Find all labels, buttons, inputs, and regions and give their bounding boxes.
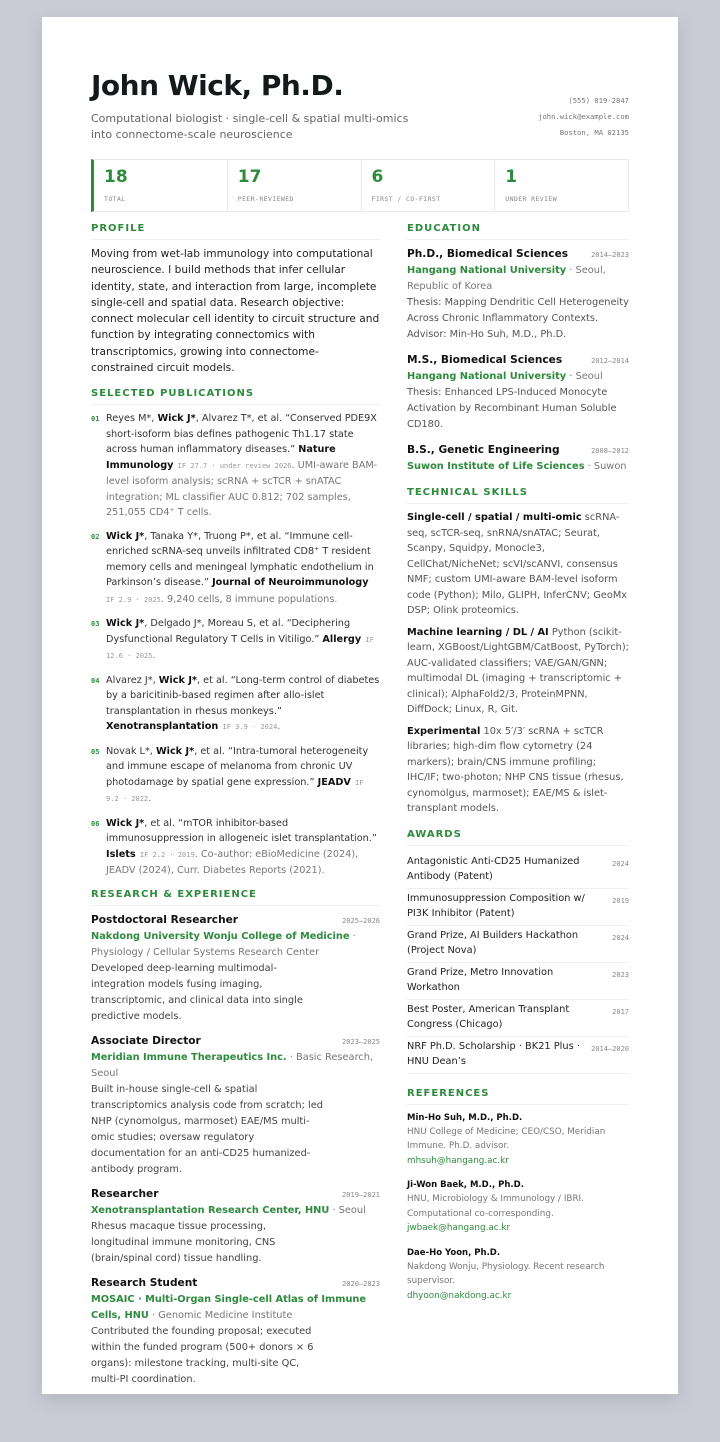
award-name: Best Poster, American Transplant Congress (Chicago) bbox=[407, 1003, 570, 1030]
pub-title: , et al. “Long-term control of diabetes by a baricitinib-based regimen after allo-islet transplantation in rhesus monkeys.” bbox=[106, 674, 380, 717]
pub-journal: Allergy bbox=[322, 633, 362, 645]
pub-meta: IF 27.7 · under review 2026 bbox=[173, 461, 292, 470]
award-year: 2024 bbox=[612, 859, 629, 868]
school-name: Hangang National University bbox=[407, 371, 567, 382]
resume-content bbox=[91, 69, 629, 1396]
school-location: · Suwon bbox=[584, 461, 627, 472]
reference-name: Dae-Ho Yoon, Ph.D. bbox=[407, 1247, 501, 1258]
award-name: Grand Prize, AI Builders Hackathon (Project Nova) bbox=[407, 929, 579, 956]
pub-authors-pre: Reyes M*, bbox=[106, 413, 158, 425]
stat-label: TOTAL bbox=[104, 195, 126, 203]
experience-item bbox=[91, 1033, 380, 1178]
school bbox=[407, 263, 629, 295]
stat-value: 18 bbox=[104, 167, 128, 187]
job-org-name: Nakdong University Wonju College of Medicine bbox=[91, 930, 350, 942]
publication-citation bbox=[106, 744, 380, 808]
publication-citation bbox=[106, 616, 380, 665]
pub-extra: . bbox=[148, 793, 152, 805]
award-item bbox=[407, 852, 629, 889]
pub-author-self: Wick J* bbox=[158, 674, 197, 686]
publication-item bbox=[91, 529, 380, 609]
pub-meta: IF 9.2 · 2022 bbox=[106, 778, 364, 804]
job-header bbox=[91, 912, 380, 929]
reference-name: Ji-Won Baek, M.D., Ph.D. bbox=[407, 1180, 524, 1190]
two-column-body bbox=[91, 223, 629, 1396]
job-dates: 2019–2021 bbox=[342, 1190, 380, 1199]
education-list bbox=[407, 246, 629, 475]
degree-dates: 2014–2023 bbox=[591, 251, 629, 259]
reference-affiliation: Nakdong Wonju, Physiology. Recent research supervisor. bbox=[407, 1261, 605, 1286]
pub-journal: Islets bbox=[106, 848, 136, 860]
references-list bbox=[407, 1111, 629, 1304]
job-description: Built in-house single-cell & spatial transcriptomics analysis code from scratch; led NHP (cynomolgus, marmoset) EAE/MS multi-omic studies; oversaw regulatory documentation for an anti-CD25 humanized-antibody program. bbox=[91, 1083, 324, 1175]
publication-item bbox=[91, 744, 380, 808]
stat-total bbox=[94, 160, 228, 211]
pub-author-self: Wick J* bbox=[106, 817, 145, 829]
pub-journal: Xenotransplantation bbox=[106, 721, 219, 733]
job-org-name: Xenotransplantation Research Center, HNU bbox=[91, 1204, 330, 1216]
reference-email[interactable]: dhyoon@nakdong.ac.kr bbox=[407, 1290, 512, 1301]
reference-email[interactable]: mhsuh@hangang.ac.kr bbox=[407, 1155, 509, 1166]
publications-list bbox=[91, 411, 380, 879]
reference-name: Min-Ho Suh, M.D., Ph.D. bbox=[407, 1112, 523, 1123]
award-name: Antagonistic Anti-CD25 Humanized Antibody (Patent) bbox=[407, 855, 580, 882]
job-dates: 2023–2025 bbox=[342, 1037, 380, 1046]
job-org bbox=[91, 1203, 380, 1219]
stat-label: FIRST / CO-FIRST bbox=[371, 195, 441, 203]
stat-value: 6 bbox=[371, 167, 384, 187]
job-header bbox=[91, 1275, 380, 1292]
resume-page bbox=[42, 17, 678, 1394]
header bbox=[91, 69, 629, 159]
degree-dates: 2012–2014 bbox=[591, 357, 629, 365]
skill-text: 10x 5′/3′ scRNA + scTCR libraries; high-dim flow cytometry (24 markers); brain/CNS immune profiling; IHC/IF; two-photon; NHP CNS tissue (rhesus, cynomolgus, marmoset); EAE/MS & islet-transplant models. bbox=[407, 725, 624, 814]
pub-meta: IF 12.6 · 2025 bbox=[106, 635, 374, 661]
skill-label: Machine learning / DL / AI bbox=[407, 626, 549, 638]
pub-extra: . Co-author: eBioMedicine (2024), JEADV (2024), Curr. Diabetes Reports (2021). bbox=[106, 848, 359, 877]
right-column bbox=[407, 223, 629, 1396]
candidate-name: John Wick, Ph.D. bbox=[91, 69, 344, 102]
skill-label: Experimental bbox=[407, 725, 481, 737]
school bbox=[407, 459, 629, 475]
pub-meta: IF 3.9 · 2024 bbox=[218, 723, 278, 732]
publication-citation bbox=[106, 673, 380, 736]
degree-header bbox=[407, 246, 629, 263]
award-year: 2019 bbox=[612, 896, 629, 905]
job-dates: 2020–2023 bbox=[342, 1279, 380, 1288]
stat-under-review bbox=[495, 160, 628, 211]
section-title-publications: SELECTED PUBLICATIONS bbox=[91, 388, 380, 405]
job-description: Rhesus macaque tissue processing, longitudinal immune monitoring, CNS (brain/spinal cord) tissue handling. bbox=[91, 1220, 276, 1264]
email[interactable]: john.wick@example.com bbox=[538, 112, 629, 121]
pub-meta: IF 2.9 · 2025 bbox=[106, 595, 161, 604]
phone: (555) 019-2847 bbox=[568, 96, 629, 105]
job-header bbox=[91, 1033, 380, 1050]
pub-extra: . bbox=[277, 721, 281, 733]
publication-item bbox=[91, 816, 380, 879]
skill-label: Single-cell / spatial / multi-omic bbox=[407, 512, 582, 523]
job-role: Associate Director bbox=[91, 1034, 201, 1047]
pub-authors-pre: Alvarez J*, bbox=[106, 674, 159, 686]
publication-number: 03 bbox=[91, 620, 100, 629]
pub-title: , Tanaka Y*, Truong P*, et al. “Immune cell-enriched scRNA-seq unveils infiltrated CD8⁺ T resident memory cells and meningeal lymphatic endothelium in Parkinson’s disease.” bbox=[106, 530, 374, 589]
pub-extra: . UMI-aware BAM-level isoform analysis; scRNA + scTCR + snATAC integration; ML classifier AUC 0.812; 702 samples, 251,055 CD4⁺ T cells. bbox=[106, 459, 378, 519]
stat-peer-reviewed bbox=[228, 160, 362, 211]
pub-journal: Journal of Neuroimmunology bbox=[212, 577, 369, 589]
pub-authors-pre: Novak L*, bbox=[106, 745, 156, 757]
job-org bbox=[91, 929, 380, 961]
section-title-awards: AWARDS bbox=[407, 829, 629, 846]
job-role: Researcher bbox=[91, 1187, 159, 1200]
pub-title: , et al. “Intra-tumoral heterogeneity and immune escape of melanoma from chronic UV photodamage by spatial gene expression.” bbox=[106, 745, 369, 788]
degree-dates: 2008–2012 bbox=[591, 447, 629, 455]
publication-stats bbox=[91, 159, 629, 212]
publication-item bbox=[91, 616, 380, 665]
school-location: · Seoul, Republic of Korea bbox=[407, 265, 606, 292]
award-year: 2024 bbox=[612, 933, 629, 942]
award-item bbox=[407, 926, 629, 963]
experience-item bbox=[91, 1275, 380, 1388]
publication-item bbox=[91, 673, 380, 736]
degree: Ph.D., Biomedical Sciences bbox=[407, 248, 569, 260]
thesis: Thesis: Enhanced LPS-Induced Monocyte Activation by Recombinant Human Soluble CD180. bbox=[407, 387, 617, 430]
pub-author-self: Wick J* bbox=[106, 530, 145, 542]
experience-item bbox=[91, 1186, 380, 1267]
pub-extra: . 9,240 cells, 8 immune populations. bbox=[160, 593, 338, 605]
award-year: 2017 bbox=[612, 1007, 629, 1016]
pub-title: , Delgado J*, Moreau S, et al. “Deciphering Dysfunctional Regulatory T Cells in Vitiligo.” bbox=[106, 618, 351, 645]
location: Boston, MA 02135 bbox=[559, 128, 629, 137]
contact-block bbox=[538, 93, 629, 141]
skill-group bbox=[407, 724, 629, 817]
skill-group bbox=[407, 510, 629, 619]
publication-number: 06 bbox=[91, 819, 100, 828]
award-name: NRF Ph.D. Scholarship · BK21 Plus · HNU Dean’s bbox=[407, 1040, 580, 1067]
job-org-detail: · Basic Research, Seoul bbox=[91, 1051, 374, 1079]
job-org-detail: · Physiology / Cellular Systems Research Center bbox=[91, 930, 356, 958]
job-org-detail: · Seoul bbox=[329, 1204, 366, 1216]
degree-header bbox=[407, 352, 629, 369]
reference-item bbox=[407, 1178, 629, 1236]
publication-number: 04 bbox=[91, 676, 100, 685]
school bbox=[407, 369, 629, 385]
section-title-references: REFERENCES bbox=[407, 1088, 629, 1105]
job-description: Contributed the founding proposal; executed within the funded program (500+ donors × 6 organs): milestone tracking, multi-site QC, multi-PI coordination. bbox=[91, 1325, 314, 1385]
stat-value: 17 bbox=[237, 167, 262, 187]
award-item bbox=[407, 963, 629, 1000]
left-column bbox=[91, 223, 380, 1396]
education-item bbox=[407, 442, 629, 475]
job-org-name: MOSAIC · Multi-Organ Single-cell Atlas of Immune Cells, HNU bbox=[91, 1293, 367, 1321]
job-org bbox=[91, 1292, 380, 1324]
publication-citation bbox=[106, 529, 380, 609]
award-item bbox=[407, 889, 629, 926]
pub-author-self: Wick J* bbox=[155, 745, 195, 757]
degree-header bbox=[407, 442, 629, 459]
job-role: Research Student bbox=[91, 1276, 198, 1289]
pub-title: , et al. “mTOR inhibitor-based immunosuppression in allogeneic islet transplantation.” bbox=[106, 817, 377, 845]
experience-item bbox=[91, 912, 380, 1025]
degree: B.S., Genetic Engineering bbox=[407, 444, 560, 456]
award-name: Grand Prize, Metro Innovation Workathon bbox=[407, 966, 554, 993]
award-year: 2014–2020 bbox=[591, 1044, 629, 1053]
awards-list bbox=[407, 852, 629, 1074]
reference-item bbox=[407, 1111, 629, 1169]
school-location: · Seoul bbox=[566, 371, 603, 382]
award-year: 2023 bbox=[612, 970, 629, 979]
publication-citation bbox=[106, 816, 380, 879]
tagline: Computational biologist · single-cell & spatial multi-omics into connectome-scale neuroscience bbox=[91, 112, 409, 141]
pub-author-self: Wick J* bbox=[157, 413, 196, 425]
job-org-detail: · Genomic Medicine Institute bbox=[148, 1309, 293, 1321]
publication-citation bbox=[106, 411, 380, 521]
section-title-profile: PROFILE bbox=[91, 223, 380, 240]
pub-journal: Nature Immunology bbox=[106, 444, 336, 471]
school-name: Suwon Institute of Life Sciences bbox=[407, 461, 585, 472]
stat-first-author bbox=[362, 160, 496, 211]
skill-group bbox=[407, 625, 629, 718]
award-item bbox=[407, 1000, 629, 1037]
job-description: Developed deep-learning multimodal-integration models fusing imaging, transcriptomic, and clinical data into single predictive models. bbox=[91, 962, 303, 1022]
stat-value: 1 bbox=[505, 167, 518, 187]
pub-author-self: Wick J* bbox=[106, 618, 145, 630]
degree: M.S., Biomedical Sciences bbox=[407, 354, 563, 366]
job-header bbox=[91, 1186, 380, 1203]
pub-title: , Alvarez T*, et al. “Conserved PDE9X short-isoform bias defines pathogenic Th1.17 state across human inflammatory diseases.” bbox=[106, 413, 377, 456]
job-dates: 2025–2026 bbox=[342, 916, 380, 925]
pub-journal: JEADV bbox=[317, 776, 351, 788]
section-title-skills: TECHNICAL SKILLS bbox=[407, 487, 629, 504]
reference-affiliation: HNU, Microbiology & Immunology / IBRI. Computational co-corresponding. bbox=[407, 1194, 584, 1219]
education-item bbox=[407, 352, 629, 433]
job-org bbox=[91, 1050, 380, 1082]
publication-item bbox=[91, 411, 380, 521]
reference-affiliation: HNU College of Medicine; CEO/CSO, Meridian Immune. Ph.D. advisor. bbox=[407, 1126, 606, 1151]
pub-extra: . bbox=[152, 650, 156, 662]
section-title-education: EDUCATION bbox=[407, 223, 629, 240]
skill-text: Python (scikit-learn, XGBoost/LightGBM/CatBoost, PyTorch); AUC-validated classifiers; VAE/GAN/GNN; multimodal DL (imaging + transcriptomic + clinical); AlphaFold2/3, ProteinMPNN, DiffDock; Linux, R, Git. bbox=[407, 626, 629, 715]
stat-label: PEER-REVIEWED bbox=[237, 195, 294, 203]
skill-text: scRNA-seq, scTCR-seq, snRNA/snATAC; Seurat, Scanpy, Squidpy, Monocle3, CellChat/NicheNet; scVI/scANVI, consensus NMF; custom UMI-aware BAM-level isoform code (Python); Milo, GLIPH, InferCNV; GeoMx DSP; Olink proteomics. bbox=[407, 512, 628, 616]
award-item bbox=[407, 1037, 629, 1074]
stat-label: UNDER REVIEW bbox=[505, 195, 558, 203]
profile-text: Moving from wet-lab immunology into computational neuroscience. I build methods that infer cellular identity, state, and interaction from large, incomplete single-cell and spatial data. Research objective: connect molecular cell identity to circuit structure and function by integrating connectomics with transcriptomics, growing into connectome-constrained circuit models. bbox=[91, 248, 380, 375]
publication-number: 02 bbox=[91, 532, 100, 541]
experience-list bbox=[91, 912, 380, 1388]
thesis: Thesis: Mapping Dendritic Cell Heterogeneity Across Chronic Inflammatory Contexts. Advisor: Min-Ho Suh, M.D., Ph.D. bbox=[407, 297, 629, 340]
publication-number: 05 bbox=[91, 747, 100, 756]
award-name: Immunosuppression Composition w/ PI3K Inhibitor (Patent) bbox=[407, 892, 585, 919]
job-role: Postdoctoral Researcher bbox=[91, 913, 239, 926]
education-item bbox=[407, 246, 629, 343]
reference-item bbox=[407, 1246, 629, 1304]
reference-email[interactable]: jwbaek@hangang.ac.kr bbox=[407, 1223, 511, 1233]
job-org-name: Meridian Immune Therapeutics Inc. bbox=[91, 1051, 287, 1063]
pub-meta: IF 2.2 · 2019 bbox=[135, 850, 195, 859]
section-title-experience: RESEARCH & EXPERIENCE bbox=[91, 889, 380, 906]
publication-number: 01 bbox=[91, 415, 100, 424]
skills-list bbox=[407, 510, 629, 817]
school-name: Hangang National University bbox=[407, 265, 567, 276]
